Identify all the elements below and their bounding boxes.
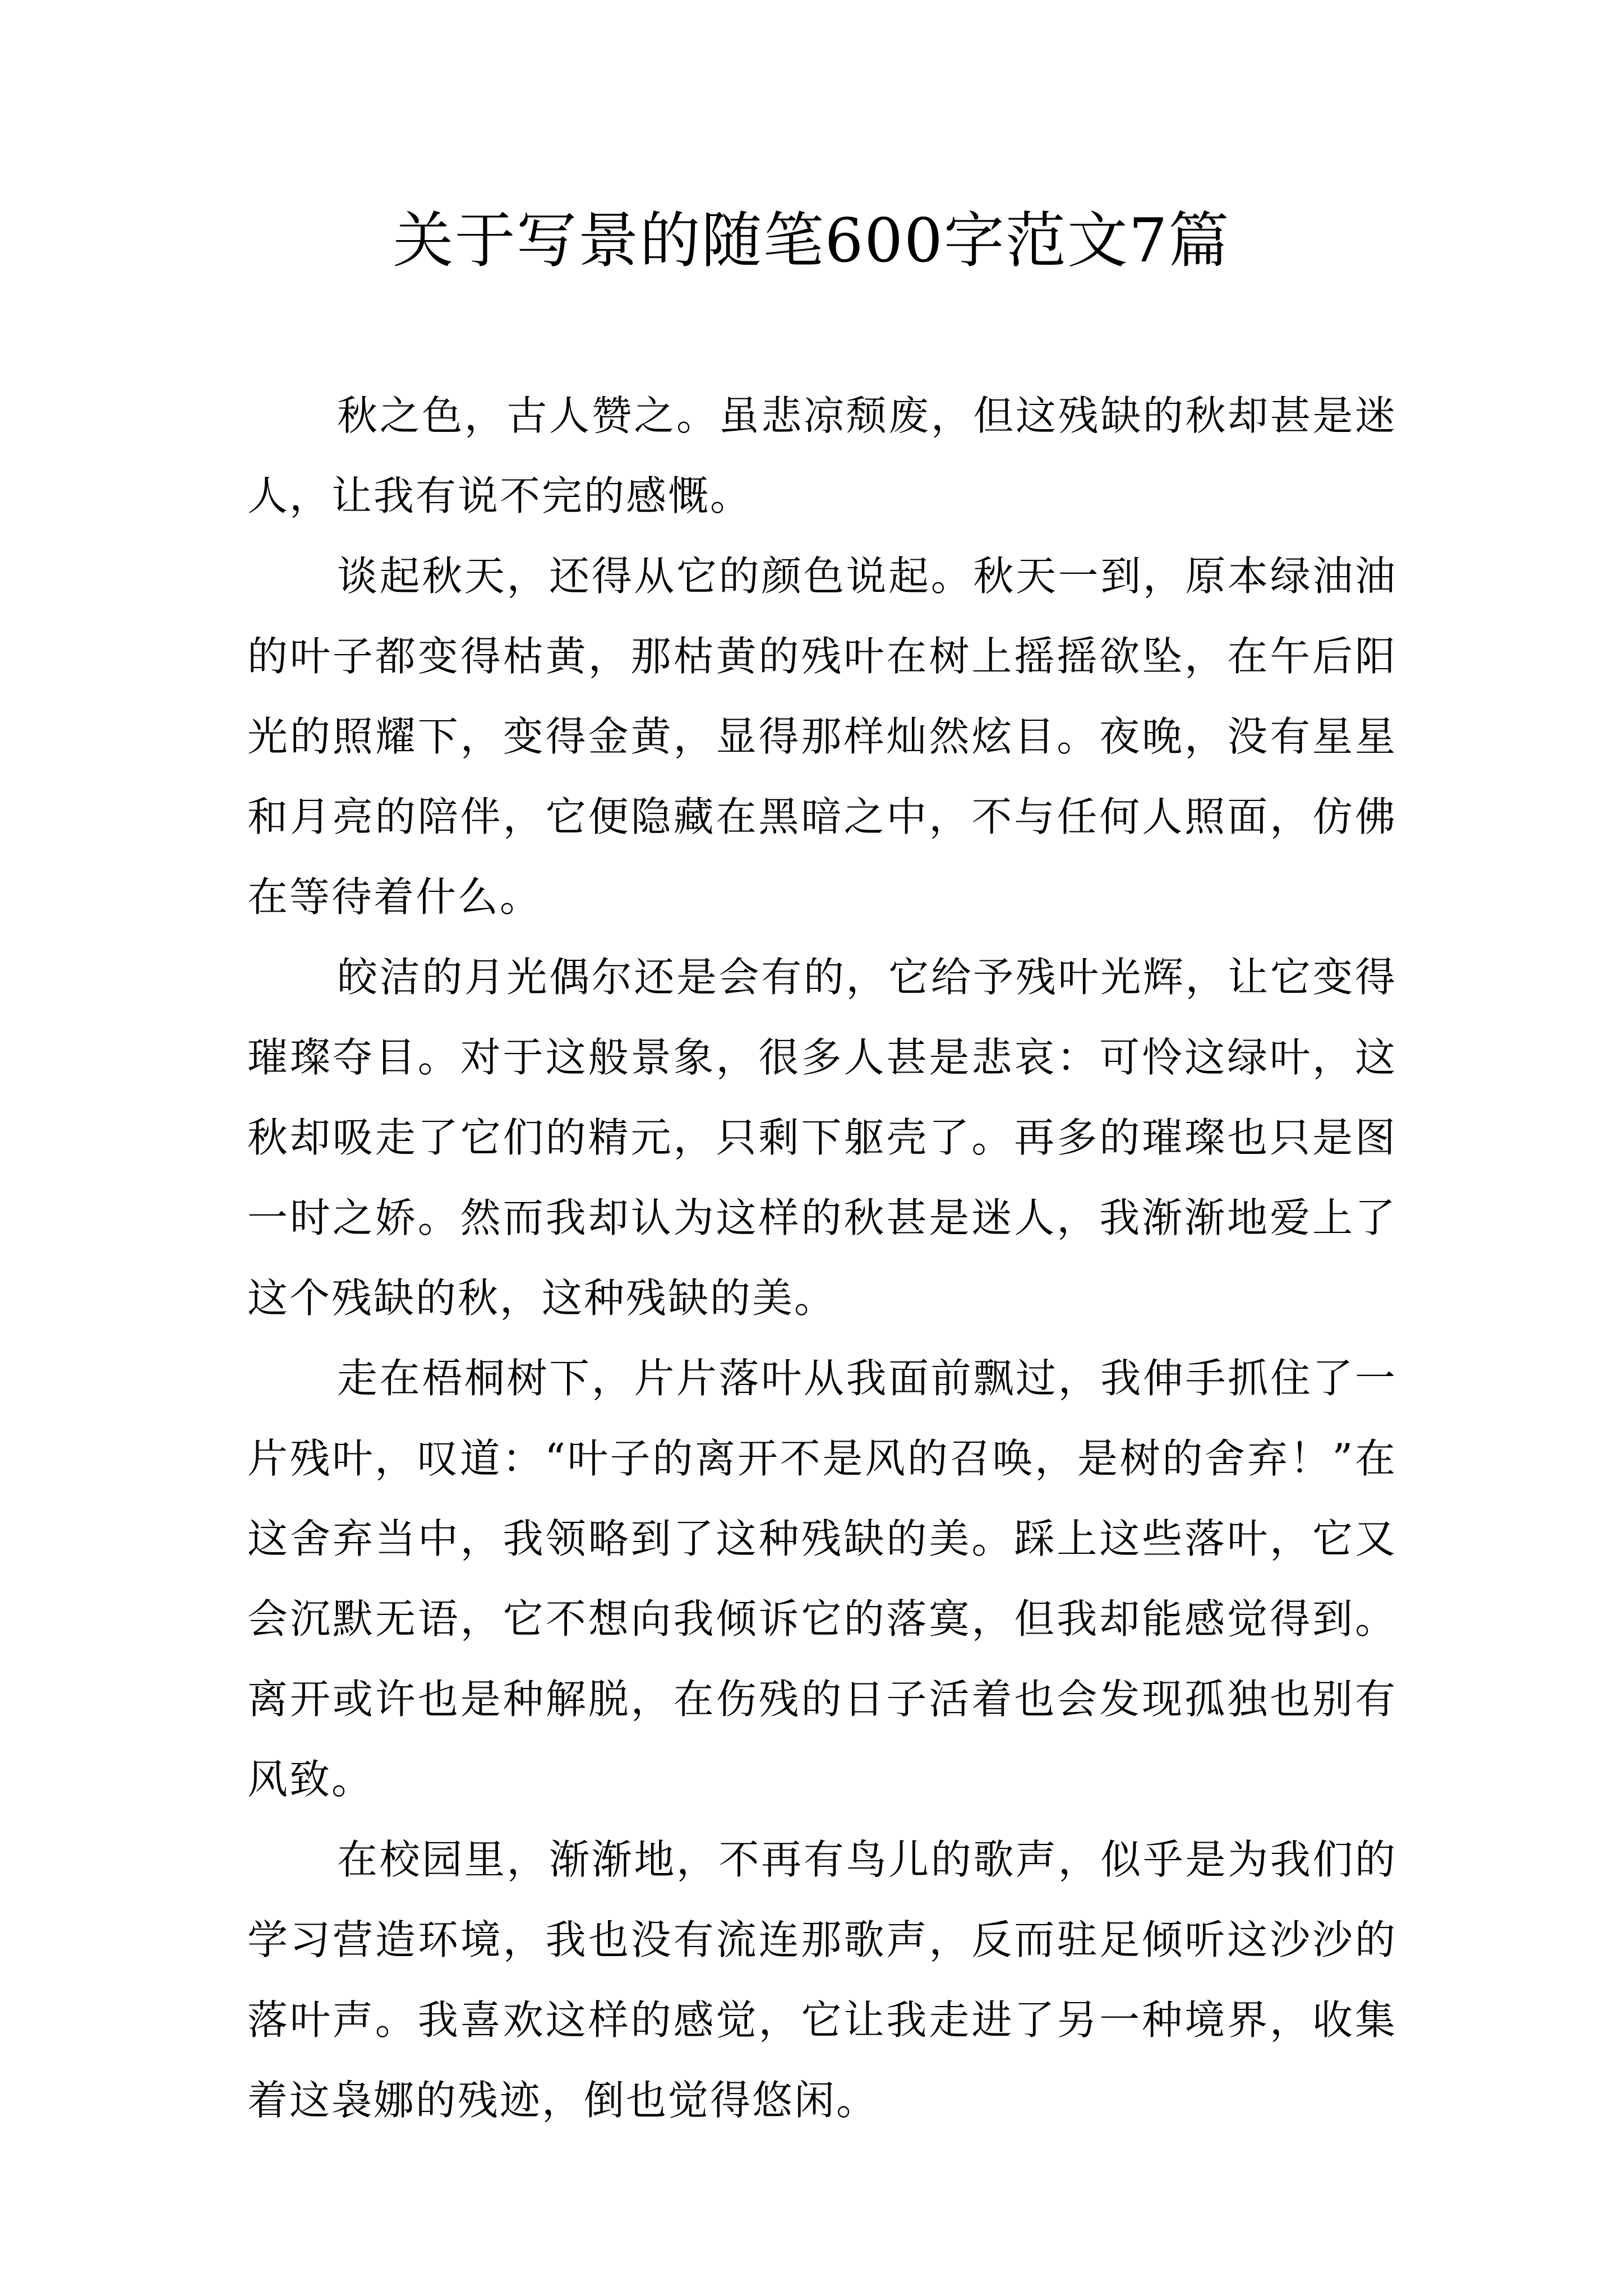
page-title: 关于写景的随笔600字范文7篇 [393,206,1230,276]
paragraph-1: 秋之色，古人赞之。虽悲凉颓废，但这残缺的秋却甚是迷人，让我有说不完的感慨。 [247,392,1397,519]
paragraph-3: 皎洁的月光偶尔还是会有的，它给予残叶光辉，让它变得璀璨夺目。对于这般景象，很多人甚是悲哀：可怜这绿叶，这秋却吸走了它们的精元，只剩下躯壳了。再多的璀璨也只是图一时之娇。然而我却认为这样的秋甚是迷人，我渐渐地爱上了这个残缺的秋，这种残缺的美。 [247,954,1397,1322]
article-body [247,376,1397,2141]
paragraph-5: 在校园里，渐渐地，不再有鸟儿的歌声，似乎是为我们的学习营造环境，我也没有流连那歌声，反而驻足倾听这沙沙的落叶声。我喜欢这样的感觉，它让我走进了另一种境界，收集着这袅娜的残迹，倒也觉得悠闲。 [247,1836,1397,2124]
paragraph-2: 谈起秋天，还得从它的颜色说起。秋天一到，原本绿油油的叶子都变得枯黄，那枯黄的残叶在树上摇摇欲坠，在午后阳光的照耀下，变得金黄，显得那样灿然炫目。夜晚，没有星星和月亮的陪伴，它便隐藏在黑暗之中，不与任何人照面，仿佛在等待着什么。 [247,553,1397,921]
paragraph-4: 走在梧桐树下，片片落叶从我面前飘过，我伸手抓住了一片残叶，叹道：“叶子的离开不是风的召唤，是树的舍弃！”在这舍弃当中，我领略到了这种残缺的美。踩上这些落叶，它又会沉默无语，它不想向我倾诉它的落寞，但我却能感觉得到。离开或许也是种解脱，在伤残的日子活着也会发现孤独也别有风致。 [247,1355,1397,1803]
